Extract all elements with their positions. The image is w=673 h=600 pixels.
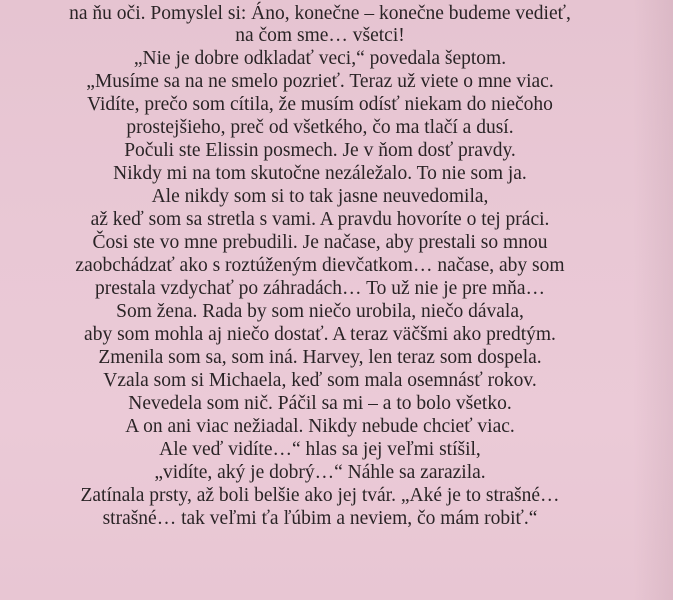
- text-line: Zmenila som sa, som iná. Harvey, len teraz som dospela.: [98, 347, 542, 368]
- text-line: Som žena. Rada by som niečo urobila, niečo dávala,: [116, 301, 524, 322]
- text-line: Vidíte, prečo som cítila, že musím odísť niekam do niečoho: [87, 94, 553, 115]
- text-line: až keď som sa stretla s vami. A pravdu hovoríte o tej práci.: [90, 209, 550, 230]
- text-line: prestala vzdychať po záhradách… To už nie je pre mňa…: [94, 278, 546, 299]
- text-line: Vzala som si Michaela, keď som mala osemnásť rokov.: [103, 370, 537, 391]
- text-line: Zatínala prsty, až boli belšie ako jej tvár. „Aké je to strašné…: [80, 485, 560, 506]
- text-line: Ale veď vidíte…“ hlas sa jej veľmi stíšil,: [159, 439, 481, 460]
- text-line: A on ani viac nežiadal. Nikdy nebude chcieť viac.: [125, 416, 515, 437]
- text-line: Nevedela som nič. Páčil sa mi – a to bolo všetko.: [128, 393, 512, 414]
- text-line: Ale nikdy som si to tak jasne neuvedomila,: [151, 186, 489, 207]
- text-line: Nikdy mi na tom skutočne nezáležalo. To nie som ja.: [113, 163, 527, 184]
- text-line: aby som mohla aj niečo dostať. A teraz väčšmi ako predtým.: [84, 324, 556, 345]
- text-line: Počuli ste Elissin posmech. Je v ňom dosť pravdy.: [124, 140, 516, 161]
- text-line: prostejšieho, preč od všetkého, čo ma tlačí a dusí.: [126, 117, 514, 138]
- text-line: strašné… tak veľmi ťa ľúbim a neviem, čo mám robiť.“: [102, 508, 538, 529]
- text-line: na čom sme… všetci!: [235, 25, 405, 46]
- text-line: „vidíte, aký je dobrý…“ Náhle sa zarazila.: [154, 462, 486, 483]
- text-line: Čosi ste vo mne prebudili. Je načase, aby prestali so mnou: [92, 232, 548, 253]
- text-line: zaobchádzať ako s roztúženým dievčatkom… načase, aby som: [75, 255, 565, 276]
- text-line: na ňu oči. Pomyslel si: Áno, konečne – konečne budeme vedieť,: [69, 3, 571, 24]
- text-line: „Nie je dobre odkladať veci,“ povedala šeptom.: [133, 48, 507, 69]
- text-line: „Musíme sa na ne smelo pozrieť. Teraz už viete o mne viac.: [86, 71, 554, 92]
